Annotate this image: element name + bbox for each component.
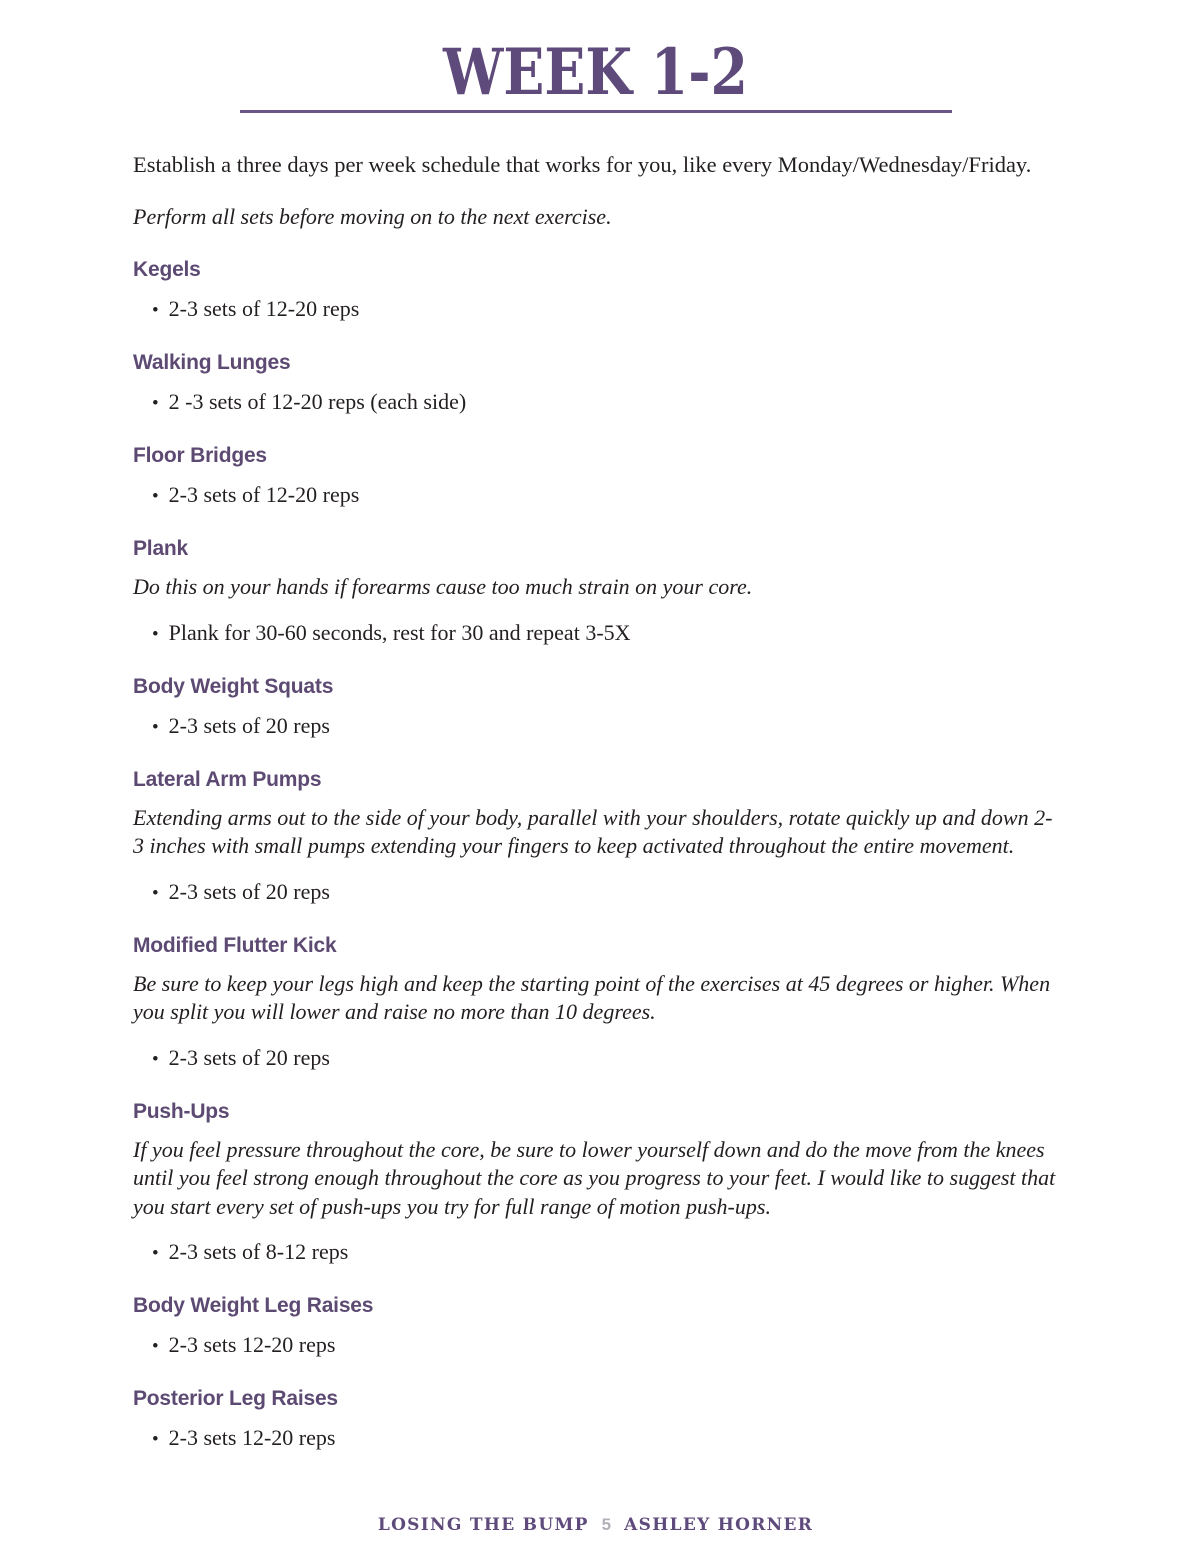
bullet-item (133, 1330, 1058, 1361)
bullet-dot (152, 387, 159, 418)
bullet-dot (152, 711, 159, 742)
exercise-name: Floor Bridges (133, 444, 267, 467)
bullet-dot (152, 1237, 159, 1268)
exercise-section (133, 1293, 1058, 1361)
exercise-name: Kegels (133, 258, 201, 281)
bullet-dot (152, 877, 159, 908)
exercise-name: Modified Flutter Kick (133, 933, 337, 957)
footer-page-number: 5 (601, 1515, 612, 1534)
exercise-section (133, 674, 1058, 742)
bullet-dot (152, 618, 159, 649)
bullet-text: 2-3 sets of 8-12 reps (168, 1239, 349, 1264)
exercise-section (133, 767, 1058, 908)
exercise-section (133, 1386, 1058, 1454)
page-footer (0, 1515, 1191, 1535)
exercise-name: Push-Ups (133, 1099, 230, 1123)
exercise-description: Do this on your hands if forearms cause too much strain on your core. (133, 574, 753, 599)
bullet-text: 2-3 sets 12-20 reps (168, 1425, 336, 1450)
bullet-item (133, 1423, 1058, 1454)
bullet-item (133, 294, 1058, 325)
bullet-item (133, 618, 1058, 649)
bullet-text: Plank for 30-60 seconds, rest for 30 and repeat 3-5X (168, 619, 631, 645)
bullet-item (133, 711, 1058, 742)
bullet-dot (152, 1423, 159, 1454)
title-block (133, 35, 1058, 113)
page-title: WEEK 1-2 (443, 35, 748, 110)
exercise-name: Lateral Arm Pumps (133, 767, 322, 791)
exercise-section (133, 1099, 1058, 1269)
exercise-name: Body Weight Leg Raises (133, 1294, 374, 1317)
bullet-item (133, 1237, 1058, 1268)
bullet-dot (152, 480, 159, 511)
exercise-name: Plank (133, 537, 189, 560)
bullet-dot (152, 294, 159, 325)
exercise-name: Body Weight Squats (133, 674, 334, 698)
exercise-section (133, 933, 1058, 1074)
bullet-item (133, 387, 1058, 418)
bullet-text: 2-3 sets of 20 reps (168, 712, 330, 738)
exercise-name: Posterior Leg Raises (133, 1387, 338, 1410)
bullet-text: 2 -3 sets of 12-20 reps (each side) (168, 389, 467, 414)
footer-author: ASHLEY HORNER (624, 1515, 814, 1535)
exercise-name: Walking Lunges (133, 351, 291, 374)
exercise-description: Be sure to keep your legs high and keep the starting point of the exercises at 45 degrees or higher. When you split you will lower and raise no more than 10 degrees. (133, 970, 1051, 1024)
exercise-section (133, 350, 1058, 418)
bullet-text: 2-3 sets of 12-20 reps (168, 296, 360, 321)
bullet-item (133, 480, 1058, 511)
bullet-item (133, 877, 1058, 908)
exercise-section (133, 257, 1058, 325)
bullet-dot (152, 1330, 159, 1361)
title-underline (240, 110, 952, 113)
bullet-text: 2-3 sets 12-20 reps (168, 1332, 336, 1357)
bullet-text: 2-3 sets of 20 reps (168, 1044, 330, 1070)
footer-book-title: LOSING THE BUMP (377, 1515, 589, 1535)
exercise-section (133, 443, 1058, 511)
bullet-text: 2-3 sets of 20 reps (168, 878, 330, 904)
instruction-note: Perform all sets before moving on to the next exercise. (133, 204, 612, 229)
bullet-dot (152, 1043, 159, 1074)
exercise-section (133, 536, 1058, 649)
bullet-item (133, 1043, 1058, 1074)
exercise-description: Extending arms out to the side of your body, parallel with your shoulders, rotate quickly up and down 2-3 inches with small pumps extending your fingers to keep activated throughout the entire movement. (133, 804, 1053, 858)
intro-paragraph: Establish a three days per week schedule that works for you, like every Monday/Wednesday/Friday. (133, 152, 1032, 177)
bullet-text: 2-3 sets of 12-20 reps (168, 482, 360, 507)
exercise-description: If you feel pressure throughout the core, be sure to lower yourself down and do the move from the knees until you feel strong enough throughout the core as you progress to your feet. I would like to suggest that you start every set of push-ups you try for full range of motion push-ups. (133, 1136, 1056, 1219)
